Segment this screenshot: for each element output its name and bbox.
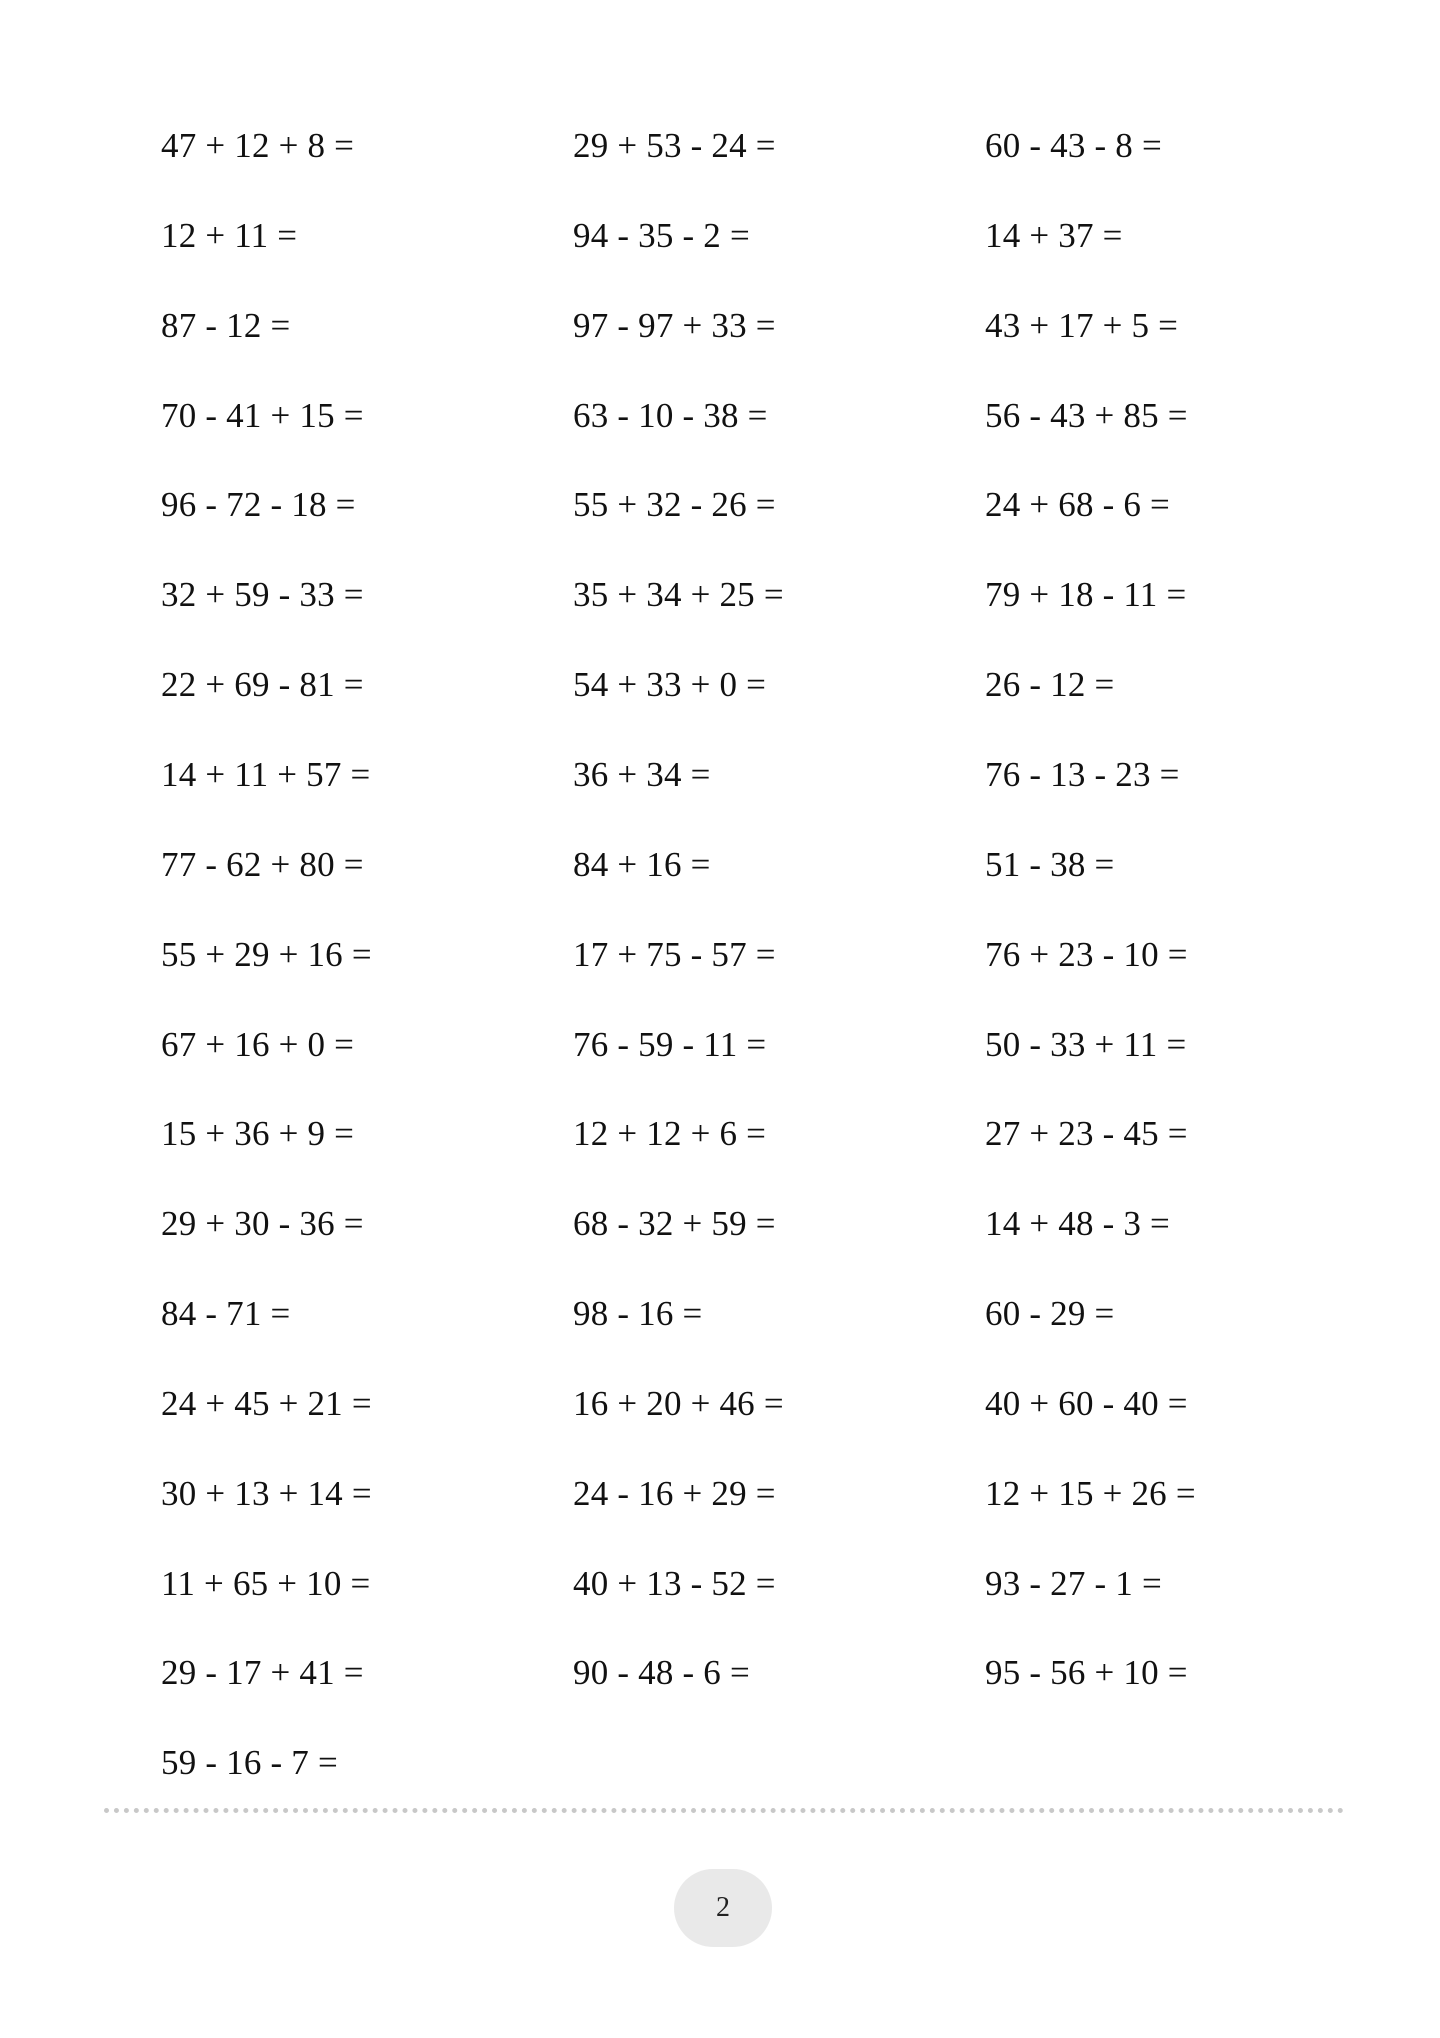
arithmetic-problem: 15 + 36 + 9 = — [161, 1114, 355, 1153]
arithmetic-problem: 60 - 29 = — [985, 1294, 1115, 1333]
arithmetic-problem: 67 + 16 + 0 = — [161, 1025, 355, 1064]
arithmetic-problem: 54 + 33 + 0 = — [573, 665, 767, 704]
arithmetic-problem: 12 + 12 + 6 = — [573, 1114, 767, 1153]
arithmetic-problem: 32 + 59 - 33 = — [161, 575, 364, 614]
arithmetic-problem: 87 - 12 = — [161, 306, 291, 345]
arithmetic-problem: 55 + 29 + 16 = — [161, 935, 372, 974]
arithmetic-problem: 24 - 16 + 29 = — [573, 1474, 776, 1513]
arithmetic-problem: 30 + 13 + 14 = — [161, 1474, 372, 1513]
arithmetic-problem: 47 + 12 + 8 = — [161, 126, 355, 165]
arithmetic-problem: 36 + 34 = — [573, 755, 711, 794]
arithmetic-problem: 14 + 37 = — [985, 216, 1123, 255]
arithmetic-problem: 24 + 68 - 6 = — [985, 485, 1170, 524]
arithmetic-problem: 50 - 33 + 11 = — [985, 1025, 1187, 1064]
arithmetic-problem: 29 - 17 + 41 = — [161, 1653, 364, 1692]
arithmetic-problem: 94 - 35 - 2 = — [573, 216, 750, 255]
arithmetic-problem: 26 - 12 = — [985, 665, 1115, 704]
arithmetic-problem: 77 - 62 + 80 = — [161, 845, 364, 884]
arithmetic-problem: 12 + 15 + 26 = — [985, 1474, 1196, 1513]
arithmetic-problem: 51 - 38 = — [985, 845, 1115, 884]
arithmetic-problem: 12 + 11 = — [161, 216, 298, 255]
page-number: 2 — [716, 1892, 730, 1923]
arithmetic-problem: 59 - 16 - 7 = — [161, 1743, 338, 1782]
arithmetic-problem: 24 + 45 + 21 = — [161, 1384, 372, 1423]
arithmetic-problem: 55 + 32 - 26 = — [573, 485, 776, 524]
arithmetic-problem: 35 + 34 + 25 = — [573, 575, 784, 614]
arithmetic-problem: 29 + 30 - 36 = — [161, 1204, 364, 1243]
arithmetic-problem: 14 + 48 - 3 = — [985, 1204, 1170, 1243]
arithmetic-problem: 76 + 23 - 10 = — [985, 935, 1188, 974]
arithmetic-problem: 97 - 97 + 33 = — [573, 306, 776, 345]
arithmetic-problem: 40 + 60 - 40 = — [985, 1384, 1188, 1423]
arithmetic-problem: 95 - 56 + 10 = — [985, 1653, 1188, 1692]
dotted-divider — [104, 1808, 1344, 1813]
arithmetic-problem: 93 - 27 - 1 = — [985, 1564, 1162, 1603]
arithmetic-problem: 11 + 65 + 10 = — [161, 1564, 371, 1603]
arithmetic-problem: 76 - 59 - 11 = — [573, 1025, 767, 1064]
arithmetic-problem: 84 - 71 = — [161, 1294, 291, 1333]
arithmetic-problem: 98 - 16 = — [573, 1294, 703, 1333]
arithmetic-problem: 16 + 20 + 46 = — [573, 1384, 784, 1423]
arithmetic-problem: 22 + 69 - 81 = — [161, 665, 364, 704]
arithmetic-problem: 76 - 13 - 23 = — [985, 755, 1180, 794]
arithmetic-problem: 40 + 13 - 52 = — [573, 1564, 776, 1603]
arithmetic-problem: 27 + 23 - 45 = — [985, 1114, 1188, 1153]
arithmetic-problem: 14 + 11 + 57 = — [161, 755, 371, 794]
arithmetic-problem: 60 - 43 - 8 = — [985, 126, 1162, 165]
arithmetic-problem: 63 - 10 - 38 = — [573, 396, 768, 435]
arithmetic-problem: 68 - 32 + 59 = — [573, 1204, 776, 1243]
arithmetic-problem: 70 - 41 + 15 = — [161, 396, 364, 435]
arithmetic-problem: 90 - 48 - 6 = — [573, 1653, 750, 1692]
arithmetic-problem: 96 - 72 - 18 = — [161, 485, 356, 524]
arithmetic-problem: 29 + 53 - 24 = — [573, 126, 776, 165]
arithmetic-problem: 56 - 43 + 85 = — [985, 396, 1188, 435]
page-number-badge — [674, 1869, 772, 1947]
arithmetic-problem: 79 + 18 - 11 = — [985, 575, 1187, 614]
arithmetic-problem: 84 + 16 = — [573, 845, 711, 884]
arithmetic-problem: 43 + 17 + 5 = — [985, 306, 1179, 345]
arithmetic-problem: 17 + 75 - 57 = — [573, 935, 776, 974]
